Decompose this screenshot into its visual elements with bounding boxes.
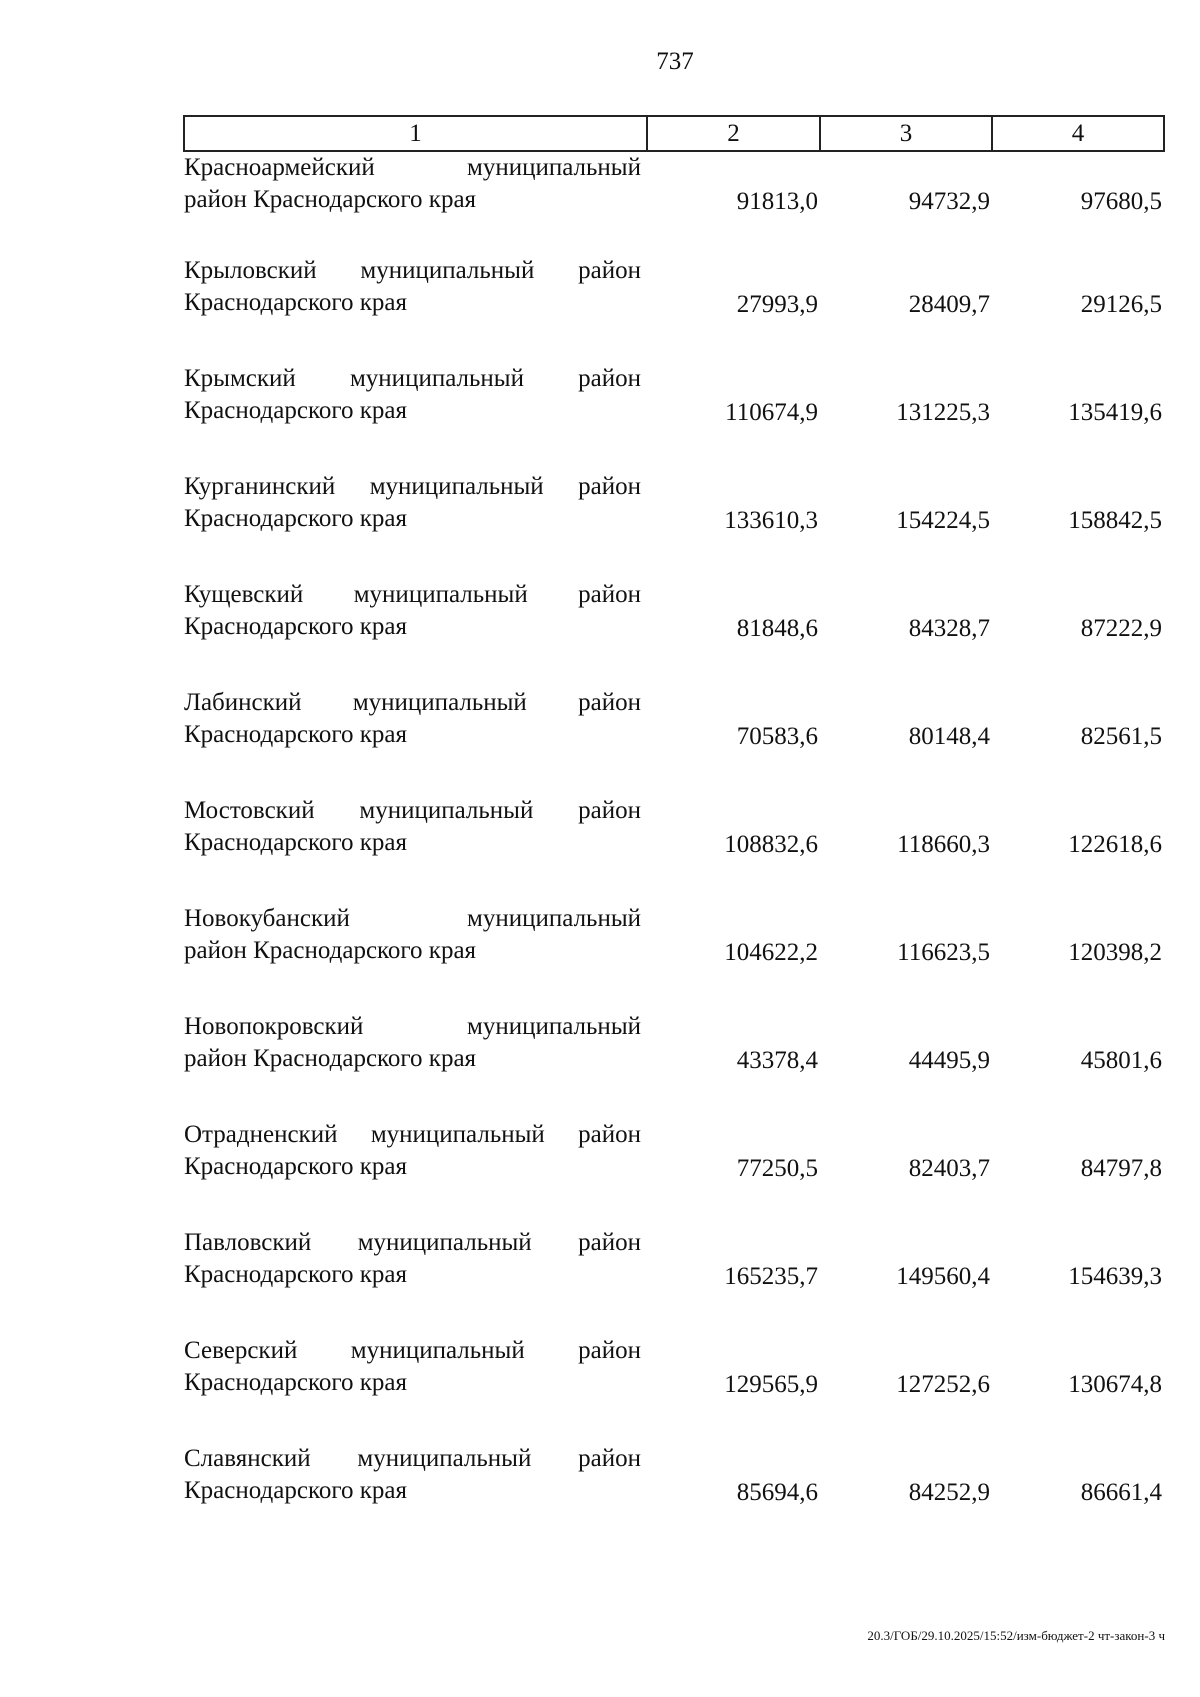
value-col-4-text: 84797,8 xyxy=(1080,1155,1162,1182)
district-name-line2: район Краснодарского края xyxy=(184,186,477,213)
value-col-3 xyxy=(820,1011,992,1119)
value-col-3 xyxy=(820,579,992,687)
value-col-3-text: 84252,9 xyxy=(908,1479,990,1506)
district-name-line2: Краснодарского края xyxy=(184,505,407,532)
value-col-2-text: 165235,7 xyxy=(724,1263,818,1290)
value-col-3 xyxy=(820,471,992,579)
header-col-1: 1 xyxy=(184,116,647,151)
district-name-line2: Краснодарского края xyxy=(184,1261,407,1288)
district-name xyxy=(184,151,647,255)
district-name xyxy=(184,471,647,579)
value-col-4-text: 87222,9 xyxy=(1080,615,1162,642)
district-name-line1: Крымский муниципальный район xyxy=(184,365,641,392)
value-col-3 xyxy=(820,1227,992,1335)
district-name xyxy=(184,1227,647,1335)
value-col-2-text: 27993,9 xyxy=(736,291,818,318)
district-name xyxy=(184,1011,647,1119)
table-row xyxy=(184,363,1164,471)
header-col-3: 3 xyxy=(820,116,992,151)
table-row xyxy=(184,1011,1164,1119)
table-row xyxy=(184,1119,1164,1227)
value-col-2 xyxy=(647,1119,820,1227)
value-col-3 xyxy=(820,151,992,255)
value-col-4-text: 29126,5 xyxy=(1080,291,1162,318)
value-col-3-text: 154224,5 xyxy=(896,507,990,534)
table-body xyxy=(184,151,1164,1551)
value-col-4 xyxy=(992,795,1164,903)
value-col-2 xyxy=(647,687,820,795)
district-name-line1: Лабинский муниципальный район xyxy=(184,689,641,716)
value-col-4 xyxy=(992,1227,1164,1335)
value-col-4 xyxy=(992,687,1164,795)
value-col-2-text: 70583,6 xyxy=(736,723,818,750)
district-name-line2: Краснодарского края xyxy=(184,1477,407,1504)
value-col-2 xyxy=(647,1335,820,1443)
value-col-3 xyxy=(820,1335,992,1443)
page-number: 737 xyxy=(656,48,694,75)
value-col-4 xyxy=(992,1011,1164,1119)
value-col-4 xyxy=(992,1443,1164,1551)
district-name-line2: Краснодарского края xyxy=(184,1153,407,1180)
value-col-3-text: 28409,7 xyxy=(908,291,990,318)
table-row xyxy=(184,795,1164,903)
table-row xyxy=(184,1227,1164,1335)
district-name-line2: Краснодарского края xyxy=(184,289,407,316)
value-col-3-text: 44495,9 xyxy=(908,1047,990,1074)
value-col-2-text: 91813,0 xyxy=(736,188,818,215)
district-name-line2: Краснодарского края xyxy=(184,613,407,640)
value-col-4 xyxy=(992,1119,1164,1227)
value-col-4 xyxy=(992,1335,1164,1443)
value-col-2 xyxy=(647,1227,820,1335)
district-name xyxy=(184,1443,647,1551)
value-col-4-text: 122618,6 xyxy=(1068,831,1162,858)
table-row xyxy=(184,471,1164,579)
district-name-line1: Курганинский муниципальный район xyxy=(184,473,641,500)
district-name-line1: Кущевский муниципальный район xyxy=(184,581,641,608)
value-col-2 xyxy=(647,1443,820,1551)
value-col-4-text: 97680,5 xyxy=(1080,188,1162,215)
value-col-4 xyxy=(992,151,1164,255)
district-name-line1: Отрадненский муниципальный район xyxy=(184,1121,641,1148)
district-name-line1: Красноармейский муниципальный xyxy=(184,154,641,181)
district-name-line1: Новокубанский муниципальный xyxy=(184,905,641,932)
value-col-4 xyxy=(992,903,1164,1011)
district-name-line1: Мостовский муниципальный район xyxy=(184,797,641,824)
value-col-2 xyxy=(647,903,820,1011)
district-name-line2: Краснодарского края xyxy=(184,721,407,748)
value-col-2 xyxy=(647,579,820,687)
value-col-3-text: 80148,4 xyxy=(908,723,990,750)
value-col-2 xyxy=(647,255,820,363)
district-name-line2: район Краснодарского края xyxy=(184,937,477,964)
table-row xyxy=(184,903,1164,1011)
value-col-4-text: 86661,4 xyxy=(1080,1479,1162,1506)
value-col-4 xyxy=(992,471,1164,579)
budget-table xyxy=(183,115,1165,1551)
district-name-line1: Северский муниципальный район xyxy=(184,1337,641,1364)
value-col-2-text: 129565,9 xyxy=(724,1371,818,1398)
district-name-line2: район Краснодарского края xyxy=(184,1045,477,1072)
table-row xyxy=(184,151,1164,255)
table-row xyxy=(184,1443,1164,1551)
value-col-2-text: 81848,6 xyxy=(736,615,818,642)
district-name-line2: Краснодарского края xyxy=(184,397,407,424)
district-name-line1: Павловский муниципальный район xyxy=(184,1229,641,1256)
value-col-3-text: 116623,5 xyxy=(897,939,990,966)
district-name-line2: Краснодарского края xyxy=(184,829,407,856)
value-col-4 xyxy=(992,363,1164,471)
value-col-2-text: 104622,2 xyxy=(724,939,818,966)
value-col-2-text: 110674,9 xyxy=(725,399,818,426)
value-col-3 xyxy=(820,687,992,795)
value-col-2-text: 77250,5 xyxy=(736,1155,818,1182)
value-col-3 xyxy=(820,1443,992,1551)
value-col-3-text: 149560,4 xyxy=(896,1263,990,1290)
value-col-3-text: 131225,3 xyxy=(896,399,990,426)
value-col-3-text: 84328,7 xyxy=(908,615,990,642)
value-col-3-text: 82403,7 xyxy=(908,1155,990,1182)
table-row xyxy=(184,255,1164,363)
value-col-4 xyxy=(992,579,1164,687)
value-col-3 xyxy=(820,1119,992,1227)
value-col-2-text: 43378,4 xyxy=(736,1047,818,1074)
table-row xyxy=(184,1335,1164,1443)
district-name xyxy=(184,363,647,471)
value-col-3 xyxy=(820,795,992,903)
value-col-3-text: 118660,3 xyxy=(897,831,990,858)
value-col-4-text: 158842,5 xyxy=(1068,507,1162,534)
district-name-line1: Славянский муниципальный район xyxy=(184,1445,641,1472)
district-name xyxy=(184,255,647,363)
value-col-4-text: 135419,6 xyxy=(1068,399,1162,426)
table-header xyxy=(184,116,1164,151)
header-col-4: 4 xyxy=(992,116,1164,151)
value-col-2-text: 133610,3 xyxy=(724,507,818,534)
value-col-2 xyxy=(647,795,820,903)
value-col-4-text: 120398,2 xyxy=(1068,939,1162,966)
value-col-2 xyxy=(647,1011,820,1119)
value-col-3 xyxy=(820,903,992,1011)
value-col-2-text: 85694,6 xyxy=(736,1479,818,1506)
district-name xyxy=(184,687,647,795)
value-col-4-text: 45801,6 xyxy=(1080,1047,1162,1074)
district-name-line1: Новопокровский муниципальный xyxy=(184,1013,641,1040)
value-col-2 xyxy=(647,151,820,255)
value-col-3 xyxy=(820,363,992,471)
district-name-line2: Краснодарского края xyxy=(184,1369,407,1396)
district-name xyxy=(184,579,647,687)
value-col-4-text: 82561,5 xyxy=(1080,723,1162,750)
district-name xyxy=(184,795,647,903)
district-name xyxy=(184,1335,647,1443)
value-col-3 xyxy=(820,255,992,363)
header-col-2: 2 xyxy=(647,116,820,151)
footer-code: 20.3/ГОБ/29.10.2025/15:52/изм-бюджет-2 чт-закон-3 ч xyxy=(867,1628,1165,1643)
table-row xyxy=(184,687,1164,795)
value-col-2 xyxy=(647,471,820,579)
value-col-3-text: 94732,9 xyxy=(908,188,990,215)
value-col-2-text: 108832,6 xyxy=(724,831,818,858)
value-col-4 xyxy=(992,255,1164,363)
value-col-4-text: 154639,3 xyxy=(1068,1263,1162,1290)
header-row xyxy=(184,116,1164,151)
district-name-line1: Крыловский муниципальный район xyxy=(184,257,641,284)
value-col-3-text: 127252,6 xyxy=(896,1371,990,1398)
value-col-4-text: 130674,8 xyxy=(1068,1371,1162,1398)
district-name xyxy=(184,903,647,1011)
district-name xyxy=(184,1119,647,1227)
table-row xyxy=(184,579,1164,687)
value-col-2 xyxy=(647,363,820,471)
